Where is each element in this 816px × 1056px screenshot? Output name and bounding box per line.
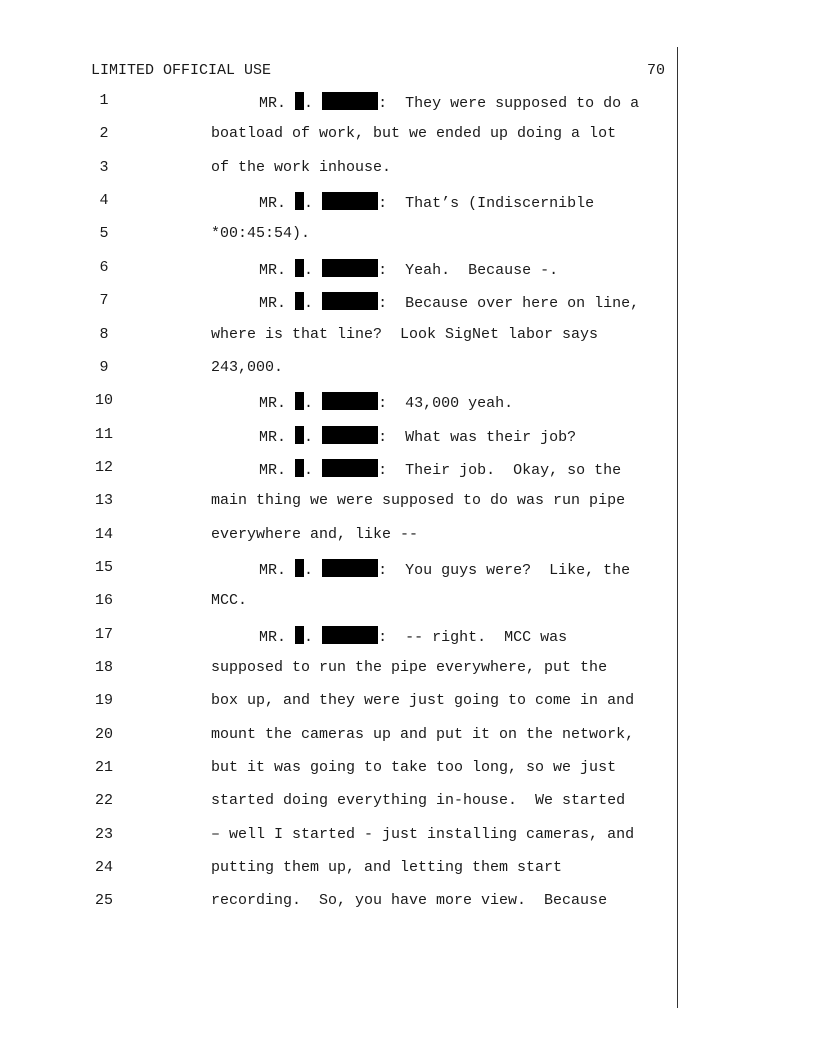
transcript-line [0,192,680,214]
speaker-line [259,292,639,312]
speaker-colon: : [378,295,388,313]
line-text: supposed to run the pipe everywhere, put the [211,659,608,676]
redaction-initial [295,92,304,110]
line-number: 11 [94,425,113,443]
line-text: – well I started - just installing cameras, and [211,825,635,843]
continuation-line [211,892,607,909]
transcript-line [0,626,680,648]
speaker-dot: . [304,561,314,579]
continuation-line [211,492,625,509]
classification-header: LIMITED OFFICIAL USE [91,62,272,79]
transcript-line [0,826,680,848]
line-text: They were supposed to do a [405,95,640,112]
redaction-surname [322,259,378,277]
redaction-initial [295,559,304,577]
line-number: 6 [99,258,109,276]
line-number: 23 [94,825,113,843]
continuation-line [211,792,625,809]
continuation-line [211,759,616,776]
line-number: 17 [94,625,113,643]
speaker-colon: : [378,95,388,112]
transcript-line [0,692,680,714]
continuation-line [211,225,310,242]
transcript-line [0,359,680,381]
line-number: 24 [94,859,113,877]
line-number: 1 [99,92,109,109]
line-number: 15 [94,558,113,576]
redaction-initial [295,392,304,410]
speaker-colon: : [378,195,388,213]
redaction-surname [322,392,378,410]
line-text: 43,000 yeah. [405,395,514,413]
speaker-dot: . [304,461,314,479]
speaker-prefix: MR. [259,461,287,479]
line-number: 14 [94,525,113,543]
line-number: 2 [99,125,109,143]
speaker-prefix: MR. [259,295,287,313]
line-number: 25 [94,892,113,910]
speaker-dot: . [304,628,314,646]
line-number: 8 [99,325,109,343]
continuation-line [211,326,598,343]
redaction-initial [295,259,304,277]
speaker-prefix: MR. [259,95,287,112]
line-number: 3 [99,158,109,176]
continuation-line [211,726,634,743]
line-text: MCC. [211,592,248,610]
redaction-surname [322,459,378,477]
speaker-dot: . [304,428,314,446]
speaker-prefix: MR. [259,561,287,579]
line-number: 20 [94,725,113,743]
transcript-line [0,159,680,181]
speaker-line [259,426,576,446]
speaker-dot: . [304,295,314,313]
transcript-line [0,792,680,814]
transcript-line [0,726,680,748]
continuation-line [211,592,247,609]
line-text: Yeah. Because -. [405,261,559,279]
line-text: everywhere and, like -- [211,525,419,543]
line-text: of the work inhouse. [211,158,392,176]
speaker-colon: : [378,428,388,446]
line-number: 9 [99,358,109,376]
transcript-line [0,259,680,281]
line-text: Their job. Okay, so the [405,461,622,479]
speaker-dot: . [304,261,314,279]
redaction-initial [295,292,304,310]
redaction-surname [322,92,378,110]
transcript-line [0,459,680,481]
transcript-line [0,125,680,147]
redaction-surname [322,192,378,210]
line-text: box up, and they were just going to come in and [211,692,635,710]
speaker-prefix: MR. [259,428,287,446]
line-number: 10 [94,392,113,410]
transcript-line [0,492,680,514]
line-text: putting them up, and letting them start [211,859,563,877]
continuation-line [211,659,607,676]
line-text: mount the cameras up and put it on the network, [211,725,635,743]
line-number: 12 [94,458,113,476]
page-number: 70 [647,62,666,79]
continuation-line [211,526,418,543]
speaker-colon: : [378,461,388,479]
line-number: 5 [99,225,109,243]
transcript-line [0,892,680,914]
redaction-surname [322,292,378,310]
line-number: 16 [94,592,113,610]
transcript-line [0,225,680,247]
line-text: recording. So, you have more view. Because [211,892,608,910]
transcript-line [0,759,680,781]
line-text: boatload of work, but we ended up doing a lot [211,125,617,143]
transcript-line [0,559,680,581]
speaker-prefix: MR. [259,195,287,213]
speaker-colon: : [378,561,388,579]
speaker-dot: . [304,195,314,213]
speaker-colon: : [378,395,388,413]
line-number: 22 [94,792,113,810]
line-text: What was their job? [405,428,577,446]
line-text: That’s (Indiscernible [405,195,595,213]
line-text: *00:45:54). [211,225,311,243]
continuation-line [211,159,391,176]
redaction-surname [322,559,378,577]
speaker-line [259,92,639,112]
transcript-line [0,592,680,614]
line-number: 19 [94,692,113,710]
line-number: 7 [99,292,109,310]
speaker-line [259,459,621,479]
speaker-line [259,192,594,212]
line-number: 13 [94,492,113,510]
speaker-line [259,259,558,279]
transcript-line [0,659,680,681]
speaker-dot: . [304,395,314,413]
line-number: 18 [94,659,113,676]
redaction-surname [322,426,378,444]
redaction-initial [295,459,304,477]
line-text: where is that line? Look SigNet labor says [211,325,599,343]
redaction-initial [295,192,304,210]
speaker-colon: : [378,628,388,646]
transcript-line [0,526,680,548]
continuation-line [211,692,634,709]
transcript-line [0,392,680,414]
line-number: 21 [94,759,113,776]
speaker-prefix: MR. [259,395,287,413]
speaker-line [259,626,567,646]
continuation-line [211,826,634,843]
transcript-line [0,859,680,881]
transcript-line [0,426,680,448]
line-text: but it was going to take too long, so we just [211,759,617,776]
line-text: started doing everything in-house. We started [211,792,626,810]
speaker-prefix: MR. [259,628,287,646]
speaker-prefix: MR. [259,261,287,279]
line-number: 4 [99,192,109,210]
speaker-dot: . [304,95,314,112]
redaction-initial [295,426,304,444]
speaker-line [259,559,630,579]
line-text: main thing we were supposed to do was run pipe [211,492,626,510]
speaker-colon: : [378,261,388,279]
continuation-line [211,859,562,876]
redaction-surname [322,626,378,644]
continuation-line [211,125,616,142]
line-text: 243,000. [211,358,284,376]
redaction-initial [295,626,304,644]
line-text: You guys were? Like, the [405,561,631,579]
transcript-line [0,92,680,114]
line-text: -- right. MCC was [405,628,568,646]
line-text: Because over here on line, [405,295,640,313]
continuation-line [211,359,283,376]
speaker-line [259,392,513,412]
transcript-line [0,326,680,348]
transcript-line [0,292,680,314]
